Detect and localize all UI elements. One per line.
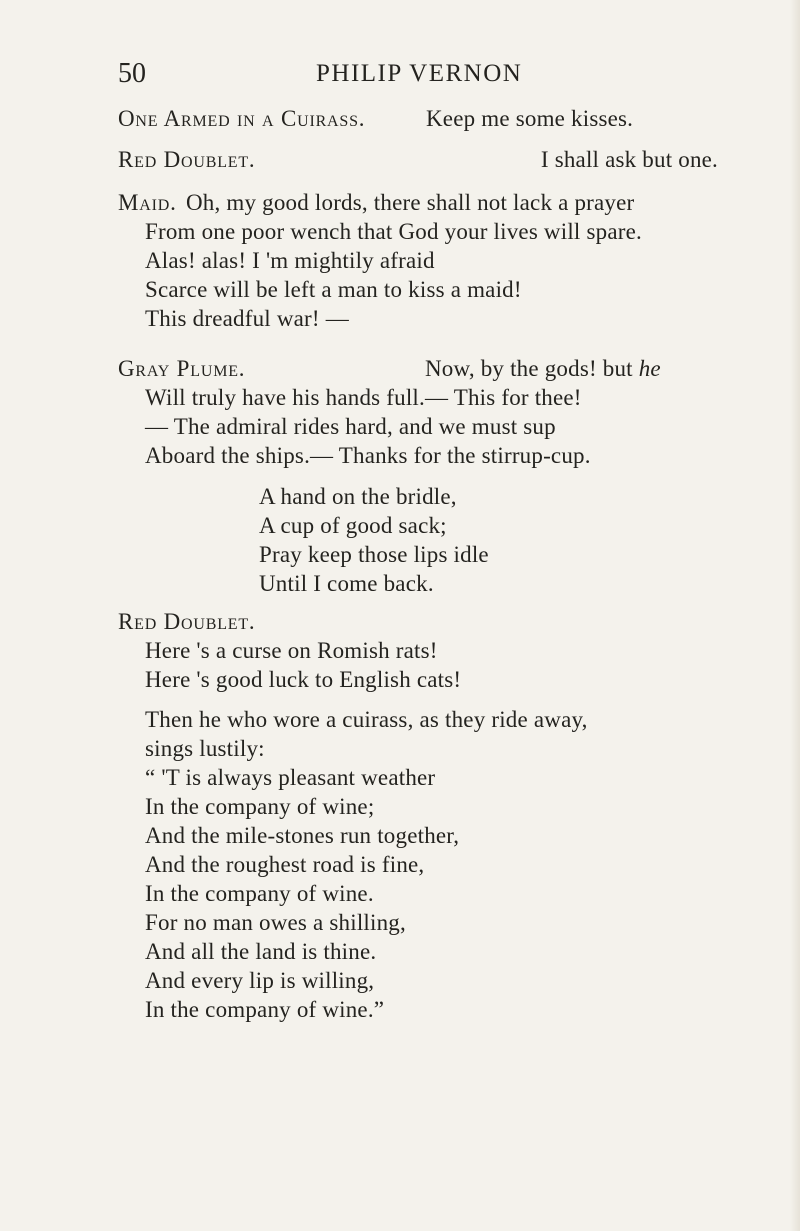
song-line: “ 'T is always pleasant weather: [145, 765, 436, 790]
song-line: And the roughest road is fine,: [145, 852, 425, 877]
page-number: 50: [118, 58, 146, 89]
dialogue-line: Will truly have his hands full.— This for thee!: [145, 385, 582, 410]
song-line: And all the land is thine.: [145, 939, 377, 964]
dialogue-line: From one poor wench that God your lives will spare.: [145, 219, 642, 244]
speaker-name: Red Doublet.: [118, 147, 256, 172]
dialogue-line: — The admiral rides hard, and we must sup: [145, 414, 556, 439]
song-line: Pray keep those lips idle: [259, 542, 489, 567]
dialogue-text: Now, by the gods! but: [425, 356, 633, 381]
song-line: A cup of good sack;: [259, 513, 447, 538]
dialogue-line: This dreadful war! —: [145, 306, 349, 331]
song-line: For no man owes a shilling,: [145, 910, 406, 935]
dialogue-line: Scarce will be left a man to kiss a maid!: [145, 277, 522, 302]
speaker-name: Red Doublet.: [118, 609, 256, 634]
dialogue-line: [425, 354, 661, 384]
song-line: And every lip is willing,: [145, 968, 375, 993]
running-title: PHILIP VERNON: [316, 60, 523, 87]
song-line: A hand on the bridle,: [259, 484, 457, 509]
page-header: [118, 58, 718, 94]
dialogue-line: Alas! alas! I 'm mightily afraid: [145, 248, 435, 273]
emphasized-word: he: [638, 356, 661, 381]
song-line: In the company of wine.”: [145, 997, 385, 1022]
dialogue-line: I shall ask but one.: [540, 147, 718, 172]
narration-line: Then he who wore a cuirass, as they ride away,: [145, 707, 588, 732]
speaker-name: Maid.: [118, 190, 177, 215]
dialogue-line: Here 's good luck to English cats!: [145, 667, 462, 692]
narration-line: sings lustily:: [145, 736, 265, 761]
page-edge-shadow: [790, 0, 800, 1231]
dialogue-line: Keep me some kisses.: [426, 106, 634, 131]
song-line: In the company of wine;: [145, 794, 375, 819]
song-line: And the mile-stones run together,: [145, 823, 460, 848]
song-line: In the company of wine.: [145, 881, 374, 906]
dialogue-line: Oh, my good lords, there shall not lack a prayer: [186, 190, 635, 215]
dialogue-line: Here 's a curse on Romish rats!: [145, 638, 438, 663]
speaker-name: One Armed in a Cuirass.: [118, 106, 366, 131]
speaker-name: Gray Plume.: [118, 356, 246, 381]
song-line: Until I come back.: [259, 571, 434, 596]
dialogue-line: Aboard the ships.— Thanks for the stirrup-cup.: [145, 443, 591, 468]
